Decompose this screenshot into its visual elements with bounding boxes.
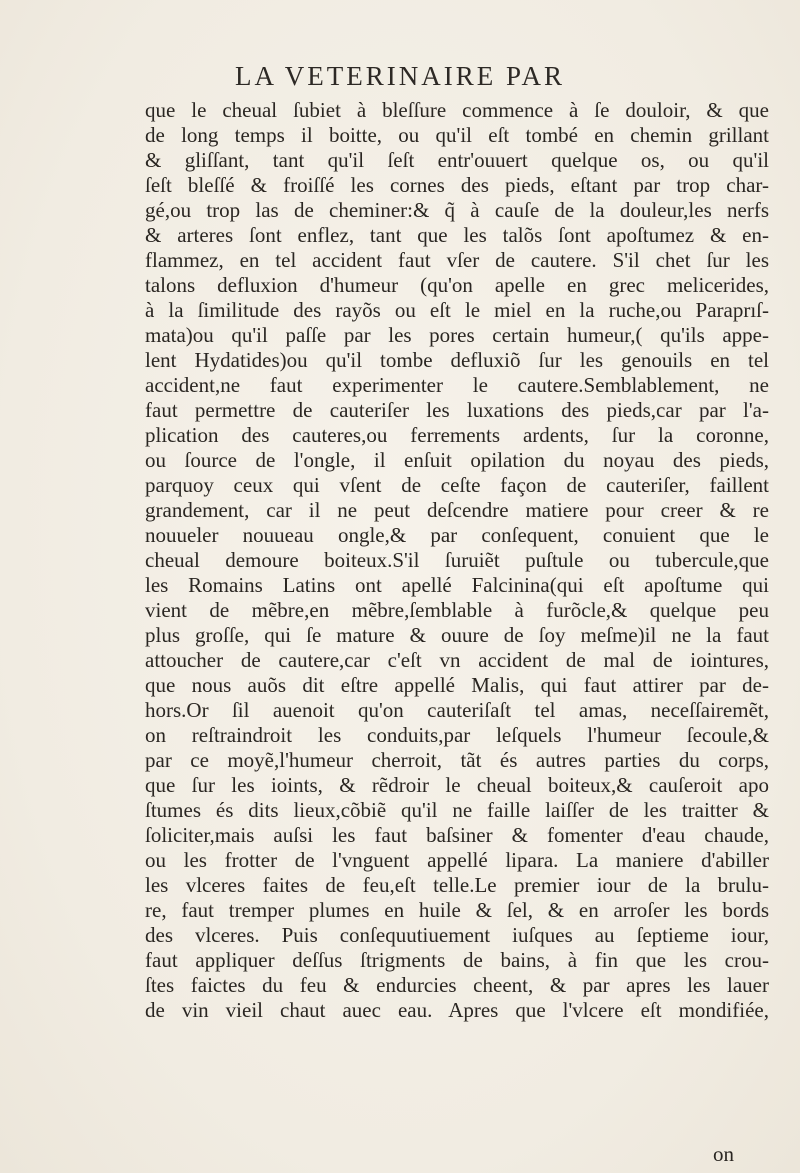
text-line: on reſtraindroit les conduits,par leſquels l'humeur ſecoule,& [145,723,769,747]
catchword: on [713,1142,734,1166]
text-line: les vlceres faites de feu,eſt telle.Le premier iour de la brulu- [145,873,769,897]
text-line: lent Hydatides)ou qu'il tombe defluxiõ ſur les genouils en tel [145,348,769,372]
text-line: nouueler nouueau ongle,& par conſequent, conuient que le [145,523,769,547]
text-line: gé,ou trop las de cheminer:& q̃ à cauſe de la douleur,les nerfs [145,198,769,222]
text-line: mata)ou qu'il paſſe par les pores certain humeur,( qu'ils appe- [145,323,769,347]
text-line: vient de mẽbre,en mẽbre,ſemblable à furõcle,& quelque peu [145,598,769,622]
text-line: que le cheual ſubiet à bleſſure commence à ſe douloir, & que [145,98,769,122]
text-line: flammez, en tel accident faut vſer de cautere. S'il chet ſur les [145,248,769,272]
text-line: ou ſource de l'ongle, il enſuit opilation du noyau des pieds, [145,448,769,472]
text-line: ſtes faictes du feu & endurcies cheent, & par apres les lauer [145,973,769,997]
text-line: les Romains Latins ont apellé Falcinina(qui eſt apoſtume qui [145,573,769,597]
text-line: accident,ne faut experimenter le cautere.Semblablement, ne [145,373,769,397]
text-line: ſoliciter,mais auſsi les faut baſsiner & fomenter d'eau chaude, [145,823,769,847]
text-line: grandement, car il ne peut deſcendre matiere pour creer & re [145,498,769,522]
text-line: de long temps il boitte, ou qu'il eſt tombé en chemin grillant [145,123,769,147]
text-line: parquoy ceux qui vſent de ceſte façon de cauteriſer, faillent [145,473,769,497]
text-line: des vlceres. Puis conſequutiuement iuſques au ſeptieme iour, [145,923,769,947]
text-line: faut appliquer deſſus ſtrigments de bains, à fin que les crou- [145,948,769,972]
text-line: plus groſſe, qui ſe mature & ouure de ſoy meſme)il ne la faut [145,623,769,647]
text-line: plication des cauteres,ou ferrements ardents, ſur la coronne, [145,423,769,447]
text-line: de vin vieil chaut auec eau. Apres que l'vlcere eſt mondifiée, [145,998,769,1022]
text-line: cheual demoure boiteux.S'il ſuruiẽt puſtule ou tubercule,que [145,548,769,572]
text-line: ſtumes és dits lieux,cõbiẽ qu'il ne faille laiſſer de les traitter & [145,798,769,822]
text-line: faut permettre de cauteriſer les luxations des pieds,car par l'a- [145,398,769,422]
text-line: que ſur les ioints, & rẽdroir le cheual boiteux,& cauſeroit apo [145,773,769,797]
body-text [145,98,769,1023]
text-line: talons defluxion d'humeur (qu'on apelle en grec melicerides, [145,273,769,297]
text-line: à la ſimilitude des rayõs ou eſt le miel en la ruche,ou Paraprıſ- [145,298,769,322]
text-line: ou les frotter de l'vnguent appellé lipara. La maniere d'abiller [145,848,769,872]
text-line: que nous auõs dit eſtre appellé Malis, qui faut attirer par de- [145,673,769,697]
text-line: & gliſſant, tant qu'il ſeſt entr'ouuert quelque os, ou qu'il [145,148,769,172]
running-head: LA VETERINAIRE PAR [234,61,566,91]
text-line: ſeſt bleſſé & froiſſé les cornes des pieds, eſtant par trop char- [145,173,769,197]
text-line: attoucher de cautere,car c'eſt vn accident de mal de iointures, [145,648,769,672]
text-line: & arteres ſont enflez, tant que les talõs ſont apoſtumez & en- [145,223,769,247]
text-line: par ce moyẽ,l'humeur cherroit, tãt és autres parties du corps, [145,748,769,772]
text-line: hors.Or ſil auenoit qu'on cauteriſaſt tel amas, neceſſairemẽt, [145,698,769,722]
text-line: re, faut tremper plumes en huile & ſel, & en arroſer les bords [145,898,769,922]
